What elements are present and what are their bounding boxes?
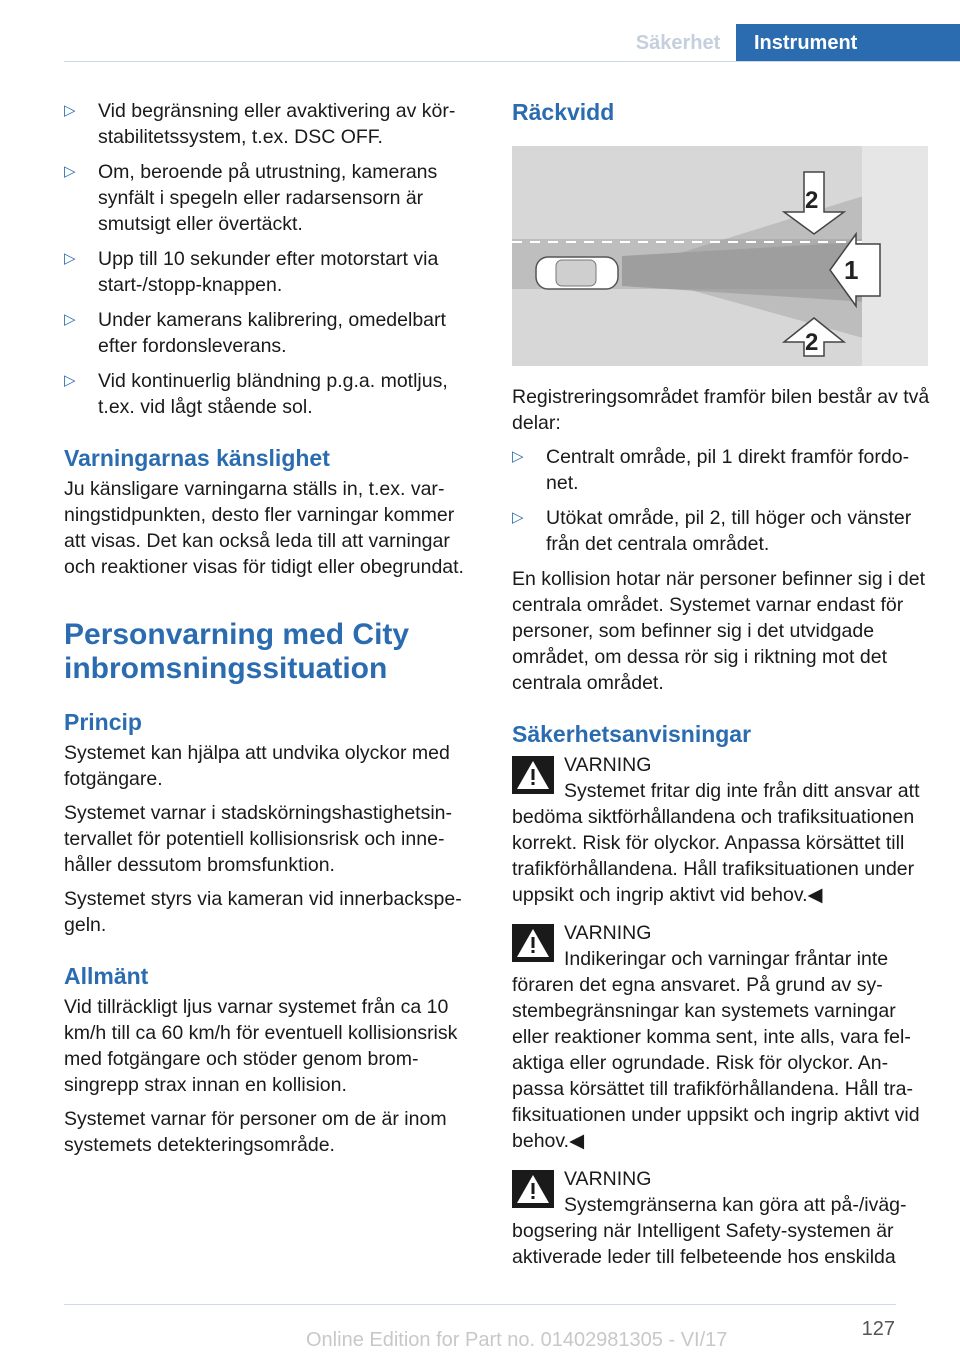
warning-triangle-icon [512, 756, 554, 794]
principle-paragraph: Systemet styrs via kameran vid innerbackspegeln. [64, 888, 462, 936]
warning-text: Systemet fritar dig inte från ditt ansvar att bedöma siktförhållandena och trafiksituationen korrekt. Risk för olyckor. Anpassa körsättet till trafikförhållandena. Håll trafiksituationen under uppsikt och ingrip aktivt vid behov.◀ [512, 780, 920, 906]
triangle-right-icon: ▷ [512, 509, 524, 526]
car-icon [536, 257, 618, 289]
edition-footer: Online Edition for Part no. 01402981305 - VI/17 [306, 1329, 728, 1351]
warning-block [512, 1166, 932, 1270]
list-item-text: Utökat område, pil 2, till höger och vänster från det centrala området. [546, 507, 912, 555]
page-number: 127 [861, 1318, 895, 1340]
detection-range-illustration [512, 146, 928, 366]
arrow-label-2-top: 2 [805, 187, 819, 214]
general-paragraph: Systemet varnar för personer om de är inom systemets detekteringsområde. [64, 1108, 447, 1156]
list-item-text: Centralt område, pil 1 direkt framför fordonet. [546, 446, 910, 494]
triangle-right-icon: ▷ [64, 250, 76, 267]
triangle-right-icon: ▷ [64, 372, 76, 389]
limitation-list [64, 98, 476, 420]
range-heading: Räckvidd [512, 99, 615, 125]
footer-divider [64, 1304, 896, 1305]
section-tab[interactable]: Säkerhet [635, 32, 721, 54]
section-title: Personvarning med City inbromsningssituation [64, 618, 410, 685]
triangle-right-icon: ▷ [64, 311, 76, 328]
list-item-text: Under kamerans kalibrering, omedelbart efter fordonsleverans. [98, 309, 446, 357]
list-item [64, 368, 476, 420]
list-item-text: Om, beroende på utrustning, kamerans synfält i spegeln eller radarsensorn är smutsigt eller övertäckt. [98, 161, 438, 235]
warning-block [512, 920, 932, 1154]
range-list [512, 444, 932, 557]
warning-text: Indikeringar och varningar fråntar inte föraren det egna ansvaret. På grund av systembegränsningar kan systemets varningar eller reaktioner komma sent, inte alls, vara felaktiga eller ogrundade. Risk för olyckor. Anpassa körsättet till trafikförhållandena. Håll trafiksituationen under uppsikt och ingrip aktivt vid behov.◀ [512, 948, 920, 1152]
list-item [64, 159, 476, 237]
general-paragraph: Vid tillräckligt ljus varnar systemet från ca 10 km/h till ca 60 km/h för eventuell kollisionsrisk med fotgängare och stöder genom bromsingrepp strax innan en kollision. [64, 996, 458, 1096]
list-item [64, 246, 476, 298]
principle-paragraph: Systemet kan hjälpa att undvika olyckor med fotgängare. [64, 742, 450, 790]
principle-paragraph: Systemet varnar i stadskörningshastighetsintervallet för potentiell kollisionsrisk och innehåller dessutom bromsfunktion. [64, 802, 453, 876]
warning-triangle-icon [512, 1170, 554, 1208]
sensitivity-heading: Varningarnas känslighet [64, 445, 330, 471]
arrow-label-2-bottom: 2 [805, 329, 819, 356]
list-item [64, 307, 476, 359]
sensitivity-paragraph: Ju känsligare varningarna ställs in, t.ex. varningstidpunkten, desto fler varningar kommer att visas. Det kan också leda till att varningar och reaktioner visas för tidigt eller obegrundat. [64, 478, 464, 578]
triangle-right-icon: ▷ [64, 102, 76, 119]
warning-triangle-icon [512, 924, 554, 962]
left-column [64, 98, 476, 1166]
warning-text: Systemgränserna kan göra att på-/ivägbogsering när Intelligent Safety-systemen är aktiverade leder till felbeteende hos enskilda [512, 1194, 907, 1268]
list-item [512, 444, 932, 496]
collision-paragraph: En kollision hotar när personer befinner sig i det centrala området. Systemet varnar endast för personer, som befinner sig i det utvidgade området, om dessa rör sig i riktning mot det centrala området. [512, 568, 925, 694]
triangle-right-icon: ▷ [64, 163, 76, 180]
list-item-text: Upp till 10 sekunder efter motorstart via start-/stopp-knappen. [98, 248, 439, 296]
arrow-label-1: 1 [844, 255, 859, 285]
right-column [512, 98, 932, 1282]
chapter-tab[interactable]: Instrument [736, 24, 960, 62]
safety-heading: Säkerhetsanvisningar [512, 721, 752, 747]
list-item [64, 98, 476, 150]
list-item-text: Vid kontinuerlig bländning p.g.a. motljus, t.ex. vid lågt stående sol. [98, 370, 448, 418]
triangle-right-icon: ▷ [512, 448, 524, 465]
warning-label: VARNING [564, 922, 652, 944]
warning-label: VARNING [564, 754, 652, 776]
warning-label: VARNING [564, 1168, 652, 1190]
warning-block [512, 752, 932, 908]
list-item [512, 505, 932, 557]
list-item-text: Vid begränsning eller avaktivering av körstabilitetssystem, t.ex. DSC OFF. [98, 100, 456, 148]
principle-heading: Princip [64, 709, 142, 735]
range-intro: Registreringsområdet framför bilen består av två delar: [512, 386, 930, 434]
header-divider [64, 61, 960, 62]
general-heading: Allmänt [64, 963, 149, 989]
